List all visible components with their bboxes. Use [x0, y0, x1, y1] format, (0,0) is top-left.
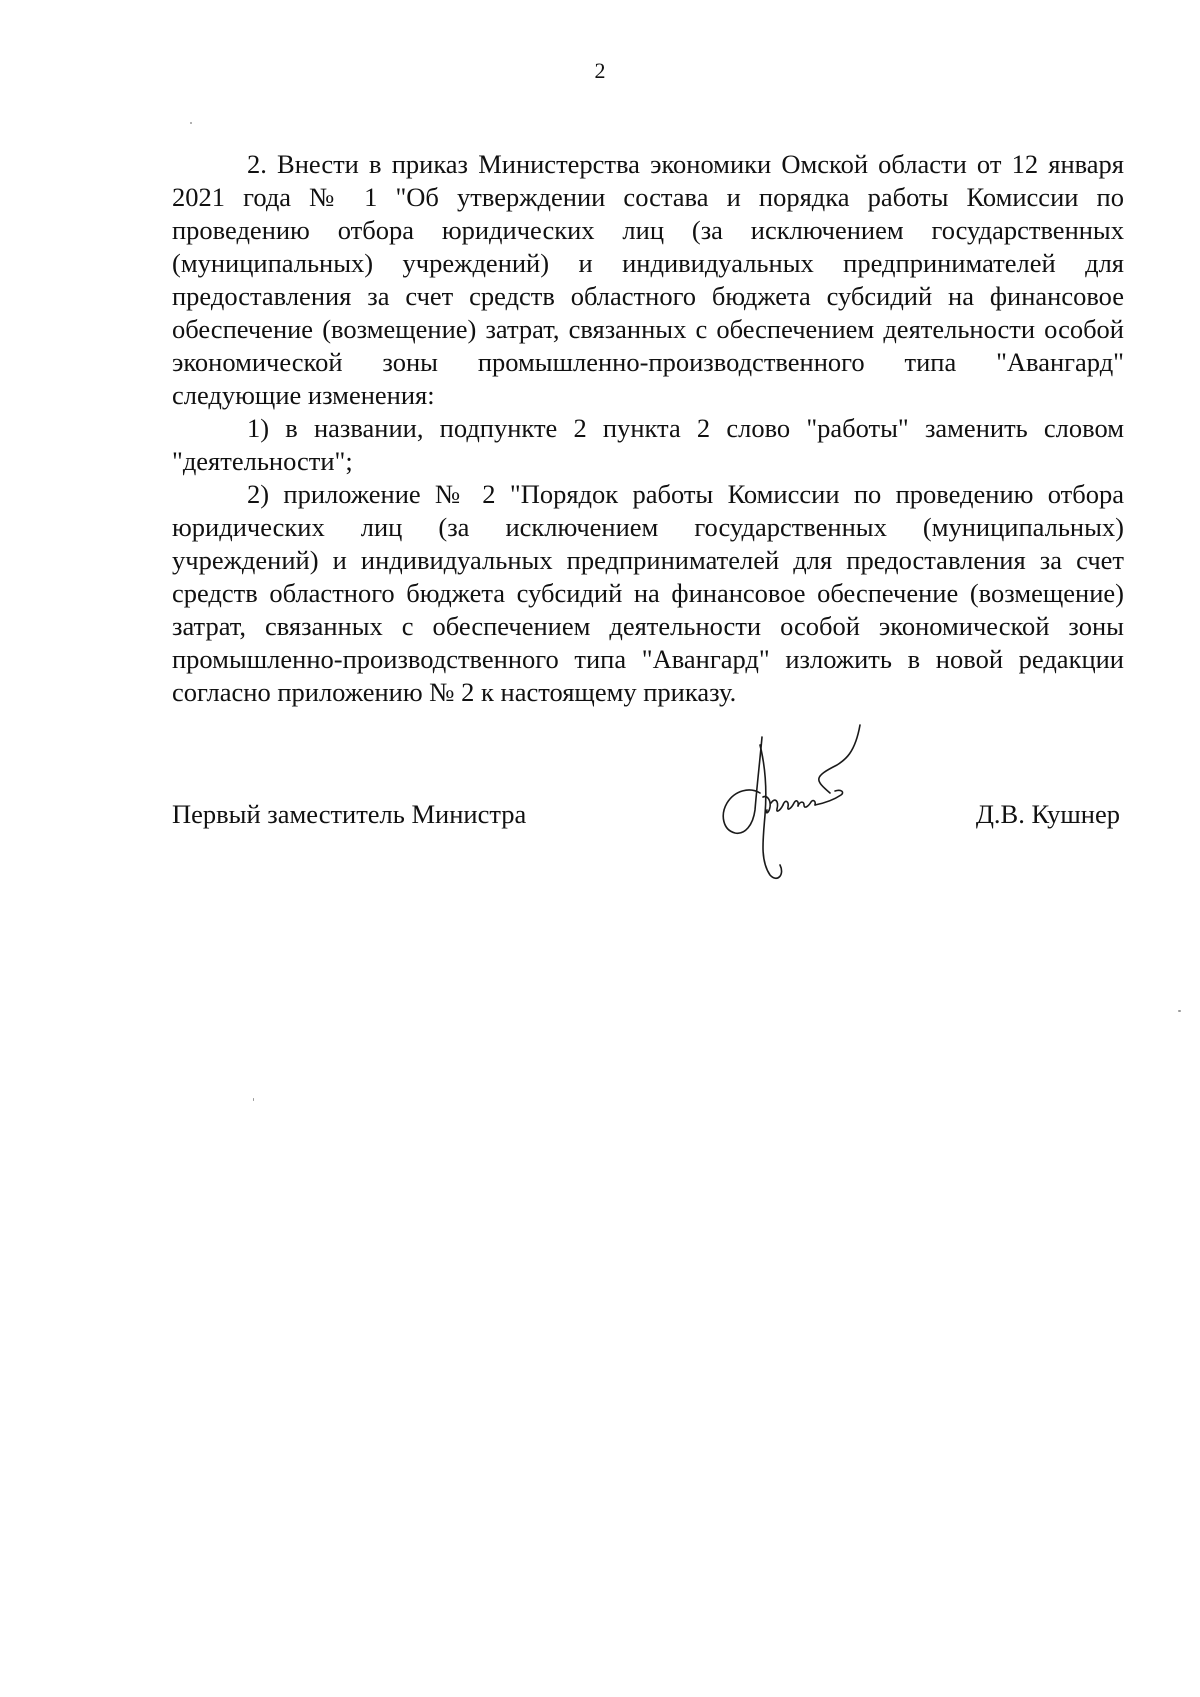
handwritten-signature — [705, 715, 885, 895]
signature-block — [172, 798, 1124, 834]
signatory-name: Д.В. Кушнер — [975, 799, 1120, 829]
paragraph-item-2: 2) приложение № 2 "Порядок работы Комиссии по проведению отбора юридических лиц (за исключением государственных (муниципальных) учреждений) и индивидуальных предпринимателей для предоставления за счет средств областного бюджета субсидий на финансовое обеспечение (возмещение) затрат, связанных с обеспечением деятельности особой экономической зоны промышленно-производственного типа "Авангард" изложить в новой редакции согласно приложению № 2 к настоящему приказу. — [172, 479, 1124, 707]
signatory-position: Первый заместитель Министра — [172, 799, 527, 829]
paragraph-amendment: 2. Внести в приказ Министерства экономики Омской области от 12 января 2021 года № 1 "Об утверждении состава и порядка работы Комиссии по проведению отбора юридических лиц (за исключением государственных (муниципальных) учреждений) и индивидуальных предпринимателей для предоставления за счет средств областного бюджета субсидий на финансовое обеспечение (возмещение) затрат, связанных с обеспечением деятельности особой экономической зоны промышленно-производственного типа "Авангард" следующие изменения: — [172, 149, 1124, 410]
scan-speck — [253, 1098, 254, 1101]
document-body — [172, 148, 1124, 709]
scan-speck — [190, 122, 192, 124]
page-number: 2 — [594, 58, 606, 83]
paragraph-item-1: 1) в названии, подпункте 2 пункта 2 слово "работы" заменить словом "деятельности"; — [172, 413, 1124, 476]
scan-speck — [1178, 1010, 1181, 1012]
